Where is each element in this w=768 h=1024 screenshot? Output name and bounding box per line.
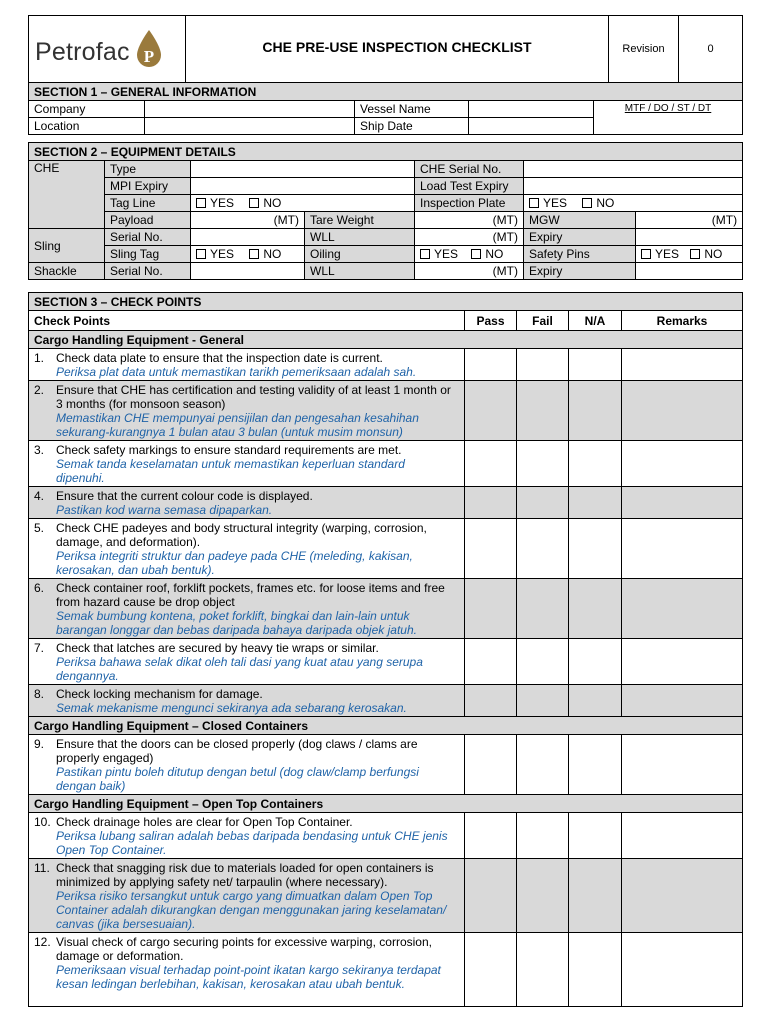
item-english: Ensure that CHE has certification and testing validity of at least 1 month or 3 months (for monsoon season) (56, 383, 451, 411)
pass-cell[interactable] (465, 381, 517, 441)
fail-cell[interactable] (517, 349, 569, 381)
check-item-text (29, 639, 465, 685)
remarks-cell[interactable] (622, 349, 743, 381)
fail-cell[interactable] (517, 933, 569, 1007)
section2-table (28, 142, 743, 280)
tag-line-label: Tag Line (105, 195, 191, 212)
fail-cell[interactable] (517, 735, 569, 795)
check-item-text (29, 519, 465, 579)
remarks-cell[interactable] (622, 639, 743, 685)
item-english: Check data plate to ensure that the inspection date is current. (56, 351, 383, 365)
pass-cell[interactable] (465, 685, 517, 717)
inspection-plate-label: Inspection Plate (415, 195, 524, 212)
mpi-expiry-label: MPI Expiry (105, 178, 191, 195)
remarks-cell[interactable] (622, 441, 743, 487)
fail-cell[interactable] (517, 487, 569, 519)
item-english: Check safety markings to ensure standard requirements are met. (56, 443, 402, 457)
sling-wll-field[interactable]: (MT) (415, 229, 524, 246)
shackle-expiry-field[interactable] (636, 263, 743, 280)
col-na: N/A (569, 311, 622, 331)
check-item-text (29, 579, 465, 639)
oiling-yes-checkbox[interactable] (420, 249, 430, 259)
inspection-plate-options (524, 195, 743, 212)
sling-label: Sling (29, 229, 105, 263)
ship-date-label: Ship Date (355, 118, 469, 135)
section1-title: SECTION 1 – GENERAL INFORMATION (29, 83, 743, 101)
shackle-wll-label: WLL (305, 263, 415, 280)
ship-date-field[interactable] (469, 118, 594, 135)
fail-cell[interactable] (517, 381, 569, 441)
item-number: 10. (34, 815, 51, 829)
logo-mark-letter: P (143, 47, 155, 66)
item-malay: Periksa bahawa selak dikat oleh tali dasi yang kuat atau yang serupa dengannya. (56, 655, 423, 683)
item-number: 5. (34, 521, 45, 535)
mpi-expiry-field[interactable] (191, 178, 415, 195)
na-cell[interactable] (569, 685, 622, 717)
vessel-name-label: Vessel Name (355, 101, 469, 118)
remarks-cell[interactable] (622, 933, 743, 1007)
sling-tag-label: Sling Tag (105, 246, 191, 263)
na-cell[interactable] (569, 639, 622, 685)
item-malay: Semak mekanisme mengunci sekiranya ada sebarang kerosakan. (56, 701, 407, 715)
location-label: Location (29, 118, 145, 135)
company-label: Company (29, 101, 145, 118)
group-general: Cargo Handling Equipment - General (29, 331, 743, 349)
tare-weight-field[interactable]: (MT) (415, 212, 524, 229)
pass-cell[interactable] (465, 579, 517, 639)
item-malay: Periksa lubang saliran adalah bebas daripada bendasing untuk CHE jenis Open Top Container. (56, 829, 448, 857)
check-item-text (29, 441, 465, 487)
fail-cell[interactable] (517, 639, 569, 685)
ship-type-codes[interactable]: MTF / DO / ST / DT (594, 101, 743, 135)
remarks-cell[interactable] (622, 735, 743, 795)
sling-expiry-label: Expiry (524, 229, 636, 246)
table-row (29, 859, 743, 933)
pass-cell[interactable] (465, 933, 517, 1007)
item-english: Ensure that the current colour code is displayed. (56, 489, 313, 503)
na-cell[interactable] (569, 813, 622, 859)
table-row (29, 813, 743, 859)
check-item-text (29, 813, 465, 859)
type-field[interactable] (191, 161, 415, 178)
pass-cell[interactable] (465, 859, 517, 933)
load-test-expiry-field[interactable] (524, 178, 743, 195)
check-item-text (29, 487, 465, 519)
tare-weight-label: Tare Weight (305, 212, 415, 229)
na-cell[interactable] (569, 441, 622, 487)
check-item-text (29, 349, 465, 381)
na-cell[interactable] (569, 579, 622, 639)
sling-tag-yes-checkbox[interactable] (196, 249, 206, 259)
item-number: 11. (34, 861, 50, 875)
item-malay: Periksa plat data untuk memastikan tarikh pemeriksaan adalah sah. (56, 365, 417, 379)
table-row (29, 639, 743, 685)
pass-cell[interactable] (465, 441, 517, 487)
pass-cell[interactable] (465, 813, 517, 859)
section3-table (28, 292, 743, 1007)
item-number: 9. (34, 737, 45, 751)
inspection-plate-yes-checkbox[interactable] (529, 198, 539, 208)
group-closed-containers: Cargo Handling Equipment – Closed Containers (29, 717, 743, 735)
item-english: Check locking mechanism for damage. (56, 687, 263, 701)
page-title: CHE PRE-USE INSPECTION CHECKLIST (186, 16, 609, 83)
item-malay: Semak bumbung kontena, poket forklift, bingkai dan lain-lain untuk barangan longgar dan bebas daripada bahaya daripada objek jatuh. (56, 609, 417, 637)
remarks-cell[interactable] (622, 813, 743, 859)
vessel-name-field[interactable] (469, 101, 594, 118)
mgw-label: MGW (524, 212, 636, 229)
item-number: 4. (34, 489, 45, 503)
item-number: 8. (34, 687, 45, 701)
item-number: 1. (34, 351, 45, 365)
no-label: NO (263, 196, 282, 210)
location-field[interactable] (145, 118, 355, 135)
item-malay: Pastikan kod warna semasa dipaparkan. (56, 503, 273, 517)
logo-cell (29, 16, 186, 83)
no-label: NO (485, 247, 504, 261)
item-english: Check container roof, forklift pockets, frames etc. for loose items and free from hazard cause be drop object (56, 581, 445, 609)
yes-label: YES (210, 247, 235, 261)
item-malay: Pastikan pintu boleh ditutup dengan betul (dog claw/clamp berfungsi dengan baik) (56, 765, 419, 793)
fail-cell[interactable] (517, 813, 569, 859)
safety-pins-yes-checkbox[interactable] (641, 249, 651, 259)
table-row (29, 685, 743, 717)
item-number: 12. (34, 935, 51, 949)
col-fail: Fail (517, 311, 569, 331)
remarks-cell[interactable] (622, 519, 743, 579)
pass-cell[interactable] (465, 639, 517, 685)
no-label: NO (704, 247, 723, 261)
remarks-cell[interactable] (622, 579, 743, 639)
check-item-text (29, 685, 465, 717)
na-cell[interactable] (569, 487, 622, 519)
remarks-cell[interactable] (622, 685, 743, 717)
item-english: Visual check of cargo securing points for excessive warping, corrosion, damage or deformation. (56, 935, 432, 963)
fail-cell[interactable] (517, 859, 569, 933)
pass-cell[interactable] (465, 487, 517, 519)
pass-cell[interactable] (465, 519, 517, 579)
fail-cell[interactable] (517, 441, 569, 487)
yes-label: YES (655, 247, 680, 261)
check-item-text (29, 735, 465, 795)
item-english: Check CHE padeyes and body structural integrity (warping, corrosion, damage, and deformation). (56, 521, 427, 549)
item-english: Check that latches are secured by heavy tie wraps or similar. (56, 641, 379, 655)
shackle-serial-field[interactable] (191, 263, 305, 280)
yes-label: YES (434, 247, 459, 261)
fail-cell[interactable] (517, 685, 569, 717)
petrofac-drop-icon (135, 29, 163, 69)
item-malay: Memastikan CHE mempunyai pensijilan dan pengesahan kesahihan sekurang-kurangnya 1 bulan atau 3 bulan (untuk musim monsun) (56, 411, 419, 439)
na-cell[interactable] (569, 859, 622, 933)
item-number: 7. (34, 641, 45, 655)
che-label: CHE (29, 161, 105, 229)
na-cell[interactable] (569, 381, 622, 441)
section2-title: SECTION 2 – EQUIPMENT DETAILS (29, 143, 743, 161)
item-english: Ensure that the doors can be closed properly (dog claws / clams are properly engaged) (56, 737, 418, 765)
shackle-wll-field[interactable]: (MT) (415, 263, 524, 280)
remarks-cell[interactable] (622, 859, 743, 933)
che-serial-field[interactable] (524, 161, 743, 178)
check-item-text (29, 859, 465, 933)
col-remarks: Remarks (622, 311, 743, 331)
no-label: NO (263, 247, 282, 261)
item-number: 6. (34, 581, 45, 595)
item-number: 3. (34, 443, 45, 457)
header-table (28, 15, 743, 83)
fail-cell[interactable] (517, 579, 569, 639)
sling-wll-label: WLL (305, 229, 415, 246)
sling-tag-options (191, 246, 305, 263)
na-cell[interactable] (569, 349, 622, 381)
section1-table (28, 82, 743, 135)
na-cell[interactable] (569, 519, 622, 579)
item-malay: Periksa integriti struktur dan padeye pada CHE (meleding, kakisan, kerosakan, dan ubah bentuk). (56, 549, 413, 577)
yes-label: YES (210, 196, 235, 210)
pass-cell[interactable] (465, 349, 517, 381)
item-english: Check that snagging risk due to materials loaded for open containers is minimized by applying safety net/ tarpaulin (where necessary). (56, 861, 434, 889)
safety-pins-no-checkbox[interactable] (690, 249, 700, 259)
type-label: Type (105, 161, 191, 178)
check-item-text (29, 381, 465, 441)
payload-label: Payload (105, 212, 191, 229)
table-row (29, 441, 743, 487)
oiling-options (415, 246, 524, 263)
fail-cell[interactable] (517, 519, 569, 579)
che-serial-label: CHE Serial No. (415, 161, 524, 178)
sling-expiry-field[interactable] (636, 229, 743, 246)
payload-field[interactable]: (MT) (191, 212, 305, 229)
company-field[interactable] (145, 101, 355, 118)
table-row (29, 349, 743, 381)
no-label: NO (596, 196, 615, 210)
section3-title: SECTION 3 – CHECK POINTS (29, 293, 743, 311)
check-item-text (29, 933, 465, 1007)
pass-cell[interactable] (465, 735, 517, 795)
revision-label: Revision (609, 16, 679, 83)
shackle-serial-label: Serial No. (105, 263, 191, 280)
col-check-points: Check Points (29, 311, 465, 331)
logo-text: Petrofac (35, 38, 130, 66)
table-row (29, 381, 743, 441)
inspection-plate-no-checkbox[interactable] (582, 198, 592, 208)
shackle-label: Shackle (29, 263, 105, 280)
table-row (29, 933, 743, 1007)
item-number: 2. (34, 383, 45, 397)
safety-pins-label: Safety Pins (524, 246, 636, 263)
item-malay: Semak tanda keselamatan untuk memastikan keperluan standard dipenuhi. (56, 457, 405, 485)
revision-value: 0 (679, 16, 743, 83)
table-row (29, 519, 743, 579)
load-test-expiry-label: Load Test Expiry (415, 178, 524, 195)
mgw-field[interactable]: (MT) (636, 212, 743, 229)
item-english: Check drainage holes are clear for Open Top Container. (56, 815, 353, 829)
col-pass: Pass (465, 311, 517, 331)
sling-tag-no-checkbox[interactable] (249, 249, 259, 259)
yes-label: YES (543, 196, 568, 210)
na-cell[interactable] (569, 735, 622, 795)
remarks-cell[interactable] (622, 487, 743, 519)
na-cell[interactable] (569, 933, 622, 1007)
safety-pins-options (636, 246, 743, 263)
tag-line-yes-checkbox[interactable] (196, 198, 206, 208)
oiling-no-checkbox[interactable] (471, 249, 481, 259)
group-open-top-containers: Cargo Handling Equipment – Open Top Containers (29, 795, 743, 813)
item-malay: Periksa risiko tersangkut untuk cargo yang dimuatkan dalam Open Top Container adalah dikurangkan dengan menggunakan jaring keselamatan/ canvas (jika bersesuaian). (56, 889, 447, 931)
tag-line-no-checkbox[interactable] (249, 198, 259, 208)
table-row (29, 735, 743, 795)
oiling-label: Oiling (305, 246, 415, 263)
table-row (29, 579, 743, 639)
remarks-cell[interactable] (622, 381, 743, 441)
table-row (29, 487, 743, 519)
item-malay: Pemeriksaan visual terhadap point-point ikatan kargo sekiranya terdapat kesan ledingan berlebihan, kakisan, kerosakan atau ubah bentuk. (56, 963, 441, 991)
shackle-expiry-label: Expiry (524, 263, 636, 280)
sling-serial-field[interactable] (191, 229, 305, 246)
tag-line-options (191, 195, 415, 212)
sling-serial-label: Serial No. (105, 229, 191, 246)
